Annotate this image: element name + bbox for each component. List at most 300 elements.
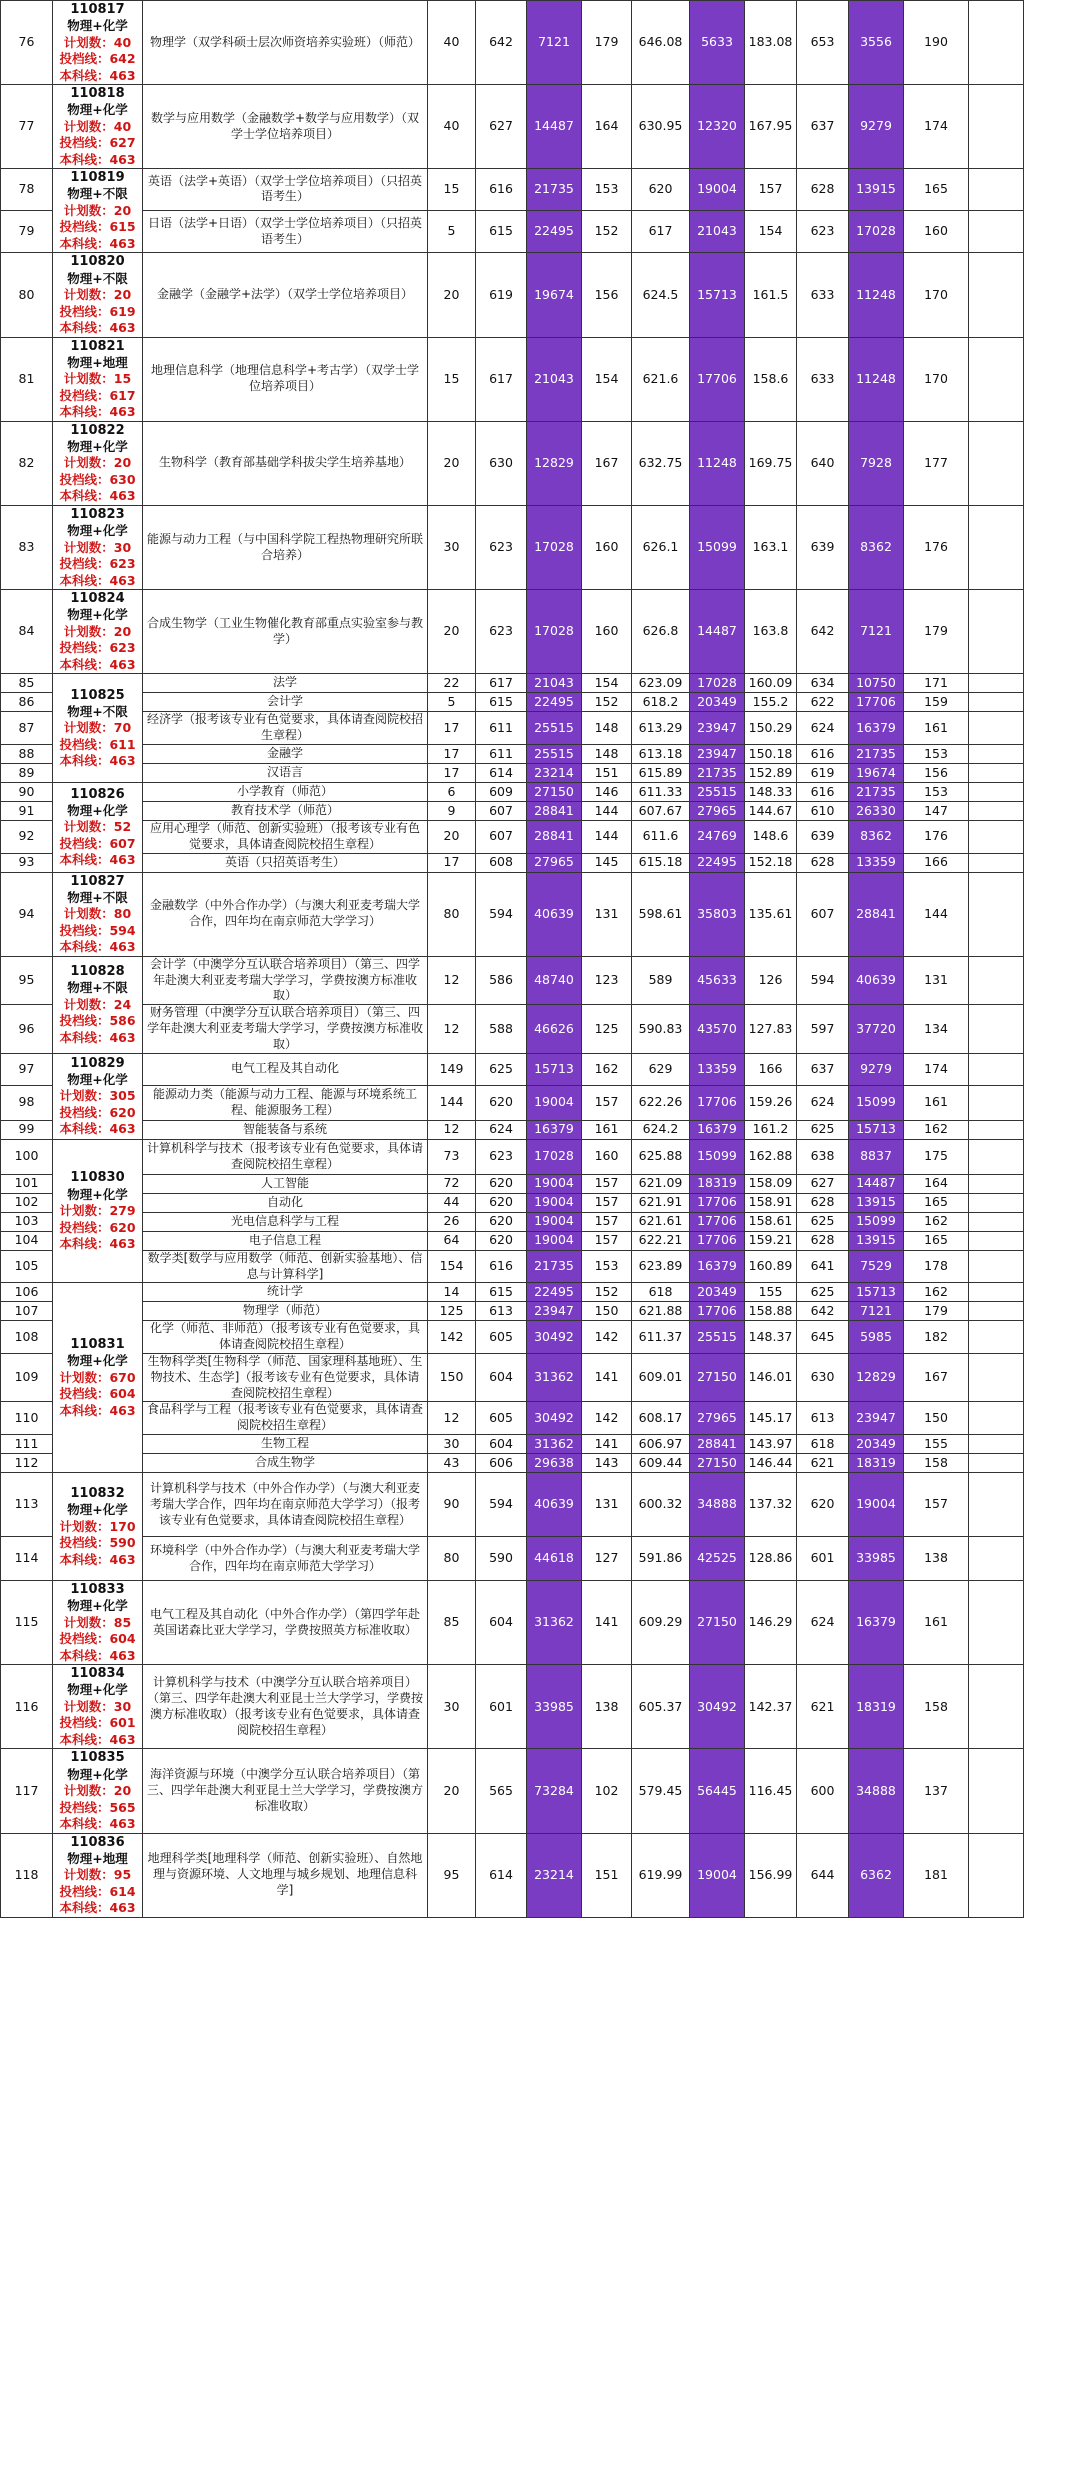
table-row bbox=[1, 1402, 1024, 1435]
cell-score: 605 bbox=[476, 1402, 527, 1435]
cell-c8: 142.37 bbox=[745, 1665, 797, 1749]
cell-c6: 589 bbox=[632, 956, 690, 1004]
cell-plan: 17 bbox=[428, 763, 476, 782]
cell-plan: 6 bbox=[428, 782, 476, 801]
cell-c7: 19004 bbox=[690, 1833, 745, 1917]
benke-label: 本科线： bbox=[59, 320, 110, 336]
toudang-label: 投档线： bbox=[59, 387, 110, 403]
cell-no: 113 bbox=[1, 1473, 53, 1537]
cell-plan: 30 bbox=[428, 1435, 476, 1454]
empty-cell bbox=[969, 421, 1024, 505]
cell-c6: 590.83 bbox=[632, 1005, 690, 1053]
plan-count-line bbox=[59, 1370, 135, 1385]
benke-line bbox=[59, 852, 135, 867]
benke-value: 463 bbox=[109, 1900, 136, 1916]
empty-cell bbox=[969, 801, 1024, 820]
cell-no: 109 bbox=[1, 1354, 53, 1402]
cell-c10: 15099 bbox=[849, 1212, 904, 1231]
cell-c5: 141 bbox=[582, 1354, 632, 1402]
cell-c6: 624.5 bbox=[632, 253, 690, 337]
cell-c5: 142 bbox=[582, 1321, 632, 1354]
cell-rank: 19004 bbox=[527, 1212, 582, 1231]
cell-c6: 621.61 bbox=[632, 1212, 690, 1231]
cell-c6: 600.32 bbox=[632, 1473, 690, 1537]
group-code: 110821 bbox=[70, 338, 125, 354]
cell-c10: 15713 bbox=[849, 1120, 904, 1139]
cell-c8: 160.09 bbox=[745, 674, 797, 693]
cell-c11: 159 bbox=[904, 693, 969, 712]
subject-requirement: 物理+化学 bbox=[67, 18, 128, 34]
group-info-cell bbox=[53, 590, 143, 674]
plan-count-line bbox=[64, 997, 131, 1012]
cell-c11: 174 bbox=[904, 1053, 969, 1085]
group-info-cell bbox=[53, 421, 143, 505]
cell-major: 自动化 bbox=[143, 1193, 428, 1212]
subject-requirement: 物理+化学 bbox=[67, 1353, 128, 1369]
cell-rank: 19004 bbox=[527, 1193, 582, 1212]
cell-rank: 44618 bbox=[527, 1537, 582, 1581]
cell-c10: 26330 bbox=[849, 801, 904, 820]
cell-score: 617 bbox=[476, 674, 527, 693]
cell-c10: 17028 bbox=[849, 210, 904, 253]
plan-count-value: 20 bbox=[113, 287, 132, 303]
cell-no: 110 bbox=[1, 1402, 53, 1435]
cell-major: 海洋资源与环境（中澳学分互认联合培养项目）（第三、四学年赴澳大利亚昆士兰大学学习，学费按澳方标准收取） bbox=[143, 1749, 428, 1833]
table-row bbox=[1, 1581, 1024, 1665]
group-code: 110833 bbox=[70, 1582, 125, 1598]
benke-line bbox=[59, 939, 135, 954]
cell-plan: 12 bbox=[428, 1120, 476, 1139]
subject-requirement: 物理+化学 bbox=[67, 1186, 128, 1202]
cell-c5: 160 bbox=[582, 590, 632, 674]
cell-rank: 19004 bbox=[527, 1085, 582, 1120]
toudang-value: 620 bbox=[109, 1104, 136, 1120]
benke-label: 本科线： bbox=[59, 656, 110, 672]
cell-score: 620 bbox=[476, 1231, 527, 1250]
cell-c7: 17706 bbox=[690, 1085, 745, 1120]
cell-c11: 144 bbox=[904, 872, 969, 956]
benke-value: 463 bbox=[109, 656, 136, 672]
cell-c9: 600 bbox=[797, 1749, 849, 1833]
table-row bbox=[1, 1537, 1024, 1581]
cell-plan: 14 bbox=[428, 1283, 476, 1302]
cell-rank: 27150 bbox=[527, 782, 582, 801]
cell-c8: 158.61 bbox=[745, 1212, 797, 1231]
cell-c7: 20349 bbox=[690, 1283, 745, 1302]
table-row bbox=[1, 853, 1024, 872]
group-code: 110817 bbox=[70, 2, 125, 17]
cell-plan: 20 bbox=[428, 253, 476, 337]
cell-major: 数学类[数学与应用数学（师范、创新实验基地）、信息与计算科学] bbox=[143, 1250, 428, 1283]
benke-line bbox=[59, 320, 135, 335]
cell-major: 英语（法学+英语）（双学士学位培养项目）（只招英语考生） bbox=[143, 169, 428, 210]
benke-label: 本科线： bbox=[59, 1816, 110, 1832]
cell-c5: 151 bbox=[582, 763, 632, 782]
cell-c7: 30492 bbox=[690, 1665, 745, 1749]
cell-c9: 619 bbox=[797, 763, 849, 782]
cell-c8: 152.89 bbox=[745, 763, 797, 782]
cell-c5: 102 bbox=[582, 1749, 632, 1833]
toudang-label: 投档线： bbox=[59, 736, 110, 752]
toudang-value: 565 bbox=[109, 1799, 136, 1815]
cell-no: 87 bbox=[1, 712, 53, 745]
toudang-value: 627 bbox=[109, 135, 136, 151]
cell-c6: 626.1 bbox=[632, 505, 690, 589]
cell-c6: 617 bbox=[632, 210, 690, 253]
cell-plan: 15 bbox=[428, 169, 476, 210]
plan-count-line bbox=[64, 540, 131, 555]
cell-c10: 33985 bbox=[849, 1537, 904, 1581]
cell-c11: 156 bbox=[904, 763, 969, 782]
cell-score: 604 bbox=[476, 1581, 527, 1665]
benke-label: 本科线： bbox=[59, 1029, 110, 1045]
cell-rank: 17028 bbox=[527, 590, 582, 674]
cell-c9: 616 bbox=[797, 782, 849, 801]
cell-c6: 621.6 bbox=[632, 337, 690, 421]
cell-major: 光电信息科学与工程 bbox=[143, 1212, 428, 1231]
cell-c7: 17706 bbox=[690, 1302, 745, 1321]
benke-label: 本科线： bbox=[59, 1402, 110, 1418]
plan-count-label: 计划数： bbox=[63, 34, 114, 50]
cell-c11: 177 bbox=[904, 421, 969, 505]
cell-no: 108 bbox=[1, 1321, 53, 1354]
cell-c7: 56445 bbox=[690, 1749, 745, 1833]
toudang-line bbox=[59, 1386, 135, 1401]
benke-line bbox=[59, 152, 135, 167]
cell-c11: 190 bbox=[904, 1, 969, 85]
cell-c11: 157 bbox=[904, 1473, 969, 1537]
plan-count-line bbox=[59, 1088, 135, 1103]
benke-line bbox=[59, 1403, 135, 1418]
benke-label: 本科线： bbox=[59, 939, 110, 955]
plan-count-label: 计划数： bbox=[63, 287, 114, 303]
cell-major: 能源动力类（能源与动力工程、能源与环境系统工程、能源服务工程） bbox=[143, 1085, 428, 1120]
toudang-label: 投档线： bbox=[59, 835, 110, 851]
cell-major: 电气工程及其自动化（中外合作办学）（第四学年赴英国诺森比亚大学学习，学费按照英方标准收取） bbox=[143, 1581, 428, 1665]
plan-count-line bbox=[59, 1203, 135, 1218]
cell-c8: 161.5 bbox=[745, 253, 797, 337]
cell-c9: 601 bbox=[797, 1537, 849, 1581]
toudang-label: 投档线： bbox=[59, 1104, 110, 1120]
cell-c6: 622.21 bbox=[632, 1231, 690, 1250]
cell-c11: 161 bbox=[904, 1085, 969, 1120]
cell-c10: 8362 bbox=[849, 820, 904, 853]
cell-c11: 158 bbox=[904, 1665, 969, 1749]
plan-count-line bbox=[64, 1867, 131, 1882]
cell-c5: 156 bbox=[582, 253, 632, 337]
cell-plan: 5 bbox=[428, 693, 476, 712]
table-row bbox=[1, 253, 1024, 337]
cell-c11: 150 bbox=[904, 1402, 969, 1435]
cell-c8: 146.01 bbox=[745, 1354, 797, 1402]
cell-score: 607 bbox=[476, 801, 527, 820]
cell-c9: 624 bbox=[797, 1085, 849, 1120]
cell-c8: 158.6 bbox=[745, 337, 797, 421]
cell-c11: 166 bbox=[904, 853, 969, 872]
toudang-label: 投档线： bbox=[59, 471, 110, 487]
plan-count-line bbox=[64, 35, 131, 50]
group-code: 110820 bbox=[70, 254, 125, 270]
cell-rank: 21043 bbox=[527, 674, 582, 693]
cell-plan: 12 bbox=[428, 1005, 476, 1053]
cell-c8: 148.37 bbox=[745, 1321, 797, 1354]
cell-c9: 613 bbox=[797, 1402, 849, 1435]
cell-c10: 7121 bbox=[849, 590, 904, 674]
toudang-line bbox=[59, 472, 135, 487]
cell-no: 116 bbox=[1, 1665, 53, 1749]
cell-c9: 638 bbox=[797, 1139, 849, 1174]
toudang-line bbox=[59, 1105, 135, 1120]
cell-plan: 85 bbox=[428, 1581, 476, 1665]
cell-c8: 156.99 bbox=[745, 1833, 797, 1917]
cell-c6: 591.86 bbox=[632, 1537, 690, 1581]
cell-plan: 20 bbox=[428, 421, 476, 505]
cell-plan: 20 bbox=[428, 820, 476, 853]
toudang-line bbox=[59, 1535, 135, 1550]
group-info-cell bbox=[53, 169, 143, 253]
cell-rank: 48740 bbox=[527, 956, 582, 1004]
group-info-cell bbox=[53, 956, 143, 1053]
cell-score: 565 bbox=[476, 1749, 527, 1833]
cell-c5: 157 bbox=[582, 1193, 632, 1212]
cell-c9: 641 bbox=[797, 1250, 849, 1283]
cell-c5: 146 bbox=[582, 782, 632, 801]
empty-cell bbox=[969, 1302, 1024, 1321]
empty-cell bbox=[969, 1454, 1024, 1473]
empty-cell bbox=[969, 1665, 1024, 1749]
benke-label: 本科线： bbox=[59, 235, 110, 251]
plan-count-value: 170 bbox=[109, 1518, 136, 1534]
cell-c5: 152 bbox=[582, 210, 632, 253]
cell-score: 625 bbox=[476, 1053, 527, 1085]
table-row bbox=[1, 421, 1024, 505]
cell-c7: 25515 bbox=[690, 782, 745, 801]
cell-c5: 127 bbox=[582, 1537, 632, 1581]
cell-rank: 16379 bbox=[527, 1120, 582, 1139]
cell-c8: 148.6 bbox=[745, 820, 797, 853]
plan-count-label: 计划数： bbox=[63, 118, 114, 134]
cell-c10: 15099 bbox=[849, 1085, 904, 1120]
table-row bbox=[1, 1435, 1024, 1454]
table-row bbox=[1, 1174, 1024, 1193]
cell-score: 608 bbox=[476, 853, 527, 872]
subject-requirement: 物理+化学 bbox=[67, 438, 128, 454]
cell-c5: 152 bbox=[582, 693, 632, 712]
toudang-line bbox=[59, 304, 135, 319]
cell-no: 111 bbox=[1, 1435, 53, 1454]
benke-line bbox=[59, 1030, 135, 1045]
cell-plan: 72 bbox=[428, 1174, 476, 1193]
cell-c11: 167 bbox=[904, 1354, 969, 1402]
benke-value: 463 bbox=[109, 404, 136, 420]
cell-c10: 7121 bbox=[849, 1302, 904, 1321]
cell-c9: 639 bbox=[797, 505, 849, 589]
cell-no: 89 bbox=[1, 763, 53, 782]
cell-c6: 646.08 bbox=[632, 1, 690, 85]
plan-count-line bbox=[64, 203, 131, 218]
cell-c6: 609.01 bbox=[632, 1354, 690, 1402]
group-code: 110819 bbox=[70, 170, 125, 186]
cell-plan: 142 bbox=[428, 1321, 476, 1354]
cell-c7: 15099 bbox=[690, 1139, 745, 1174]
plan-count-label: 计划数： bbox=[59, 1369, 110, 1385]
cell-major: 财务管理（中澳学分互认联合培养项目）（第三、四学年赴澳大利亚麦考瑞大学学习，学费按澳方标准收取） bbox=[143, 1005, 428, 1053]
benke-value: 463 bbox=[109, 67, 136, 83]
subject-requirement: 物理+不限 bbox=[67, 186, 128, 202]
cell-score: 594 bbox=[476, 872, 527, 956]
plan-count-label: 计划数： bbox=[63, 1614, 114, 1630]
toudang-value: 642 bbox=[109, 51, 136, 67]
cell-score: 586 bbox=[476, 956, 527, 1004]
cell-c9: 624 bbox=[797, 712, 849, 745]
empty-cell bbox=[969, 956, 1024, 1004]
benke-value: 463 bbox=[109, 1236, 136, 1252]
cell-c9: 616 bbox=[797, 744, 849, 763]
cell-c7: 17706 bbox=[690, 1193, 745, 1212]
cell-c8: 145.17 bbox=[745, 1402, 797, 1435]
group-code: 110823 bbox=[70, 506, 125, 522]
benke-label: 本科线： bbox=[59, 151, 110, 167]
cell-no: 115 bbox=[1, 1581, 53, 1665]
plan-count-line bbox=[59, 1519, 135, 1534]
cell-major: 电子信息工程 bbox=[143, 1231, 428, 1250]
group-code: 110835 bbox=[70, 1750, 125, 1766]
plan-count-label: 计划数： bbox=[63, 539, 114, 555]
cell-c9: 637 bbox=[797, 1053, 849, 1085]
cell-c6: 621.88 bbox=[632, 1302, 690, 1321]
cell-rank: 30492 bbox=[527, 1402, 582, 1435]
cell-c8: 167.95 bbox=[745, 85, 797, 169]
cell-c10: 14487 bbox=[849, 1174, 904, 1193]
cell-c6: 598.61 bbox=[632, 872, 690, 956]
group-info-cell bbox=[53, 337, 143, 421]
table-row bbox=[1, 1354, 1024, 1402]
toudang-label: 投档线： bbox=[59, 135, 110, 151]
cell-score: 620 bbox=[476, 1085, 527, 1120]
cell-rank: 23214 bbox=[527, 1833, 582, 1917]
cell-rank: 31362 bbox=[527, 1354, 582, 1402]
cell-c8: 158.91 bbox=[745, 1193, 797, 1212]
benke-line bbox=[59, 236, 135, 251]
cell-no: 84 bbox=[1, 590, 53, 674]
cell-c8: 162.88 bbox=[745, 1139, 797, 1174]
cell-c10: 28841 bbox=[849, 872, 904, 956]
toudang-value: 619 bbox=[109, 303, 136, 319]
cell-plan: 144 bbox=[428, 1085, 476, 1120]
cell-rank: 23214 bbox=[527, 763, 582, 782]
cell-c10: 21735 bbox=[849, 782, 904, 801]
cell-c11: 160 bbox=[904, 210, 969, 253]
toudang-line bbox=[59, 1715, 135, 1730]
cell-c9: 628 bbox=[797, 169, 849, 210]
cell-c6: 609.44 bbox=[632, 1454, 690, 1473]
plan-count-value: 80 bbox=[113, 906, 132, 922]
cell-score: 607 bbox=[476, 820, 527, 853]
cell-score: 627 bbox=[476, 85, 527, 169]
cell-c11: 162 bbox=[904, 1283, 969, 1302]
group-code: 110829 bbox=[70, 1055, 125, 1071]
cell-c7: 21735 bbox=[690, 763, 745, 782]
cell-c11: 165 bbox=[904, 1231, 969, 1250]
cell-c5: 150 bbox=[582, 1302, 632, 1321]
cell-c5: 152 bbox=[582, 1283, 632, 1302]
cell-no: 98 bbox=[1, 1085, 53, 1120]
cell-no: 95 bbox=[1, 956, 53, 1004]
cell-plan: 150 bbox=[428, 1354, 476, 1402]
cell-c10: 13915 bbox=[849, 169, 904, 210]
cell-c10: 5985 bbox=[849, 1321, 904, 1354]
cell-plan: 125 bbox=[428, 1302, 476, 1321]
cell-c5: 144 bbox=[582, 801, 632, 820]
cell-c7: 22495 bbox=[690, 853, 745, 872]
group-code: 110830 bbox=[70, 1170, 125, 1186]
group-info-cell bbox=[53, 782, 143, 872]
cell-c7: 14487 bbox=[690, 590, 745, 674]
cell-c10: 17706 bbox=[849, 693, 904, 712]
table-row bbox=[1, 872, 1024, 956]
cell-c6: 607.67 bbox=[632, 801, 690, 820]
empty-cell bbox=[969, 253, 1024, 337]
cell-plan: 149 bbox=[428, 1053, 476, 1085]
plan-count-value: 20 bbox=[113, 623, 132, 639]
cell-plan: 80 bbox=[428, 872, 476, 956]
cell-no: 106 bbox=[1, 1283, 53, 1302]
empty-cell bbox=[969, 1283, 1024, 1302]
cell-c8: 155.2 bbox=[745, 693, 797, 712]
cell-c5: 143 bbox=[582, 1454, 632, 1473]
empty-cell bbox=[969, 1250, 1024, 1283]
cell-score: 604 bbox=[476, 1435, 527, 1454]
cell-plan: 154 bbox=[428, 1250, 476, 1283]
cell-c11: 153 bbox=[904, 744, 969, 763]
cell-c8: 152.18 bbox=[745, 853, 797, 872]
toudang-label: 投档线： bbox=[59, 1219, 110, 1235]
cell-major: 食品科学与工程（报考该专业有色觉要求，具体请查阅院校招生章程） bbox=[143, 1402, 428, 1435]
subject-requirement: 物理+不限 bbox=[67, 270, 128, 286]
plan-count-label: 计划数： bbox=[59, 1518, 110, 1534]
cell-no: 93 bbox=[1, 853, 53, 872]
toudang-line bbox=[59, 1220, 135, 1235]
cell-c6: 621.91 bbox=[632, 1193, 690, 1212]
cell-rank: 46626 bbox=[527, 1005, 582, 1053]
toudang-label: 投档线： bbox=[59, 1883, 110, 1899]
cell-c9: 625 bbox=[797, 1120, 849, 1139]
cell-major: 教育技术学（师范） bbox=[143, 801, 428, 820]
toudang-label: 投档线： bbox=[59, 219, 110, 235]
toudang-line bbox=[59, 135, 135, 150]
cell-c7: 42525 bbox=[690, 1537, 745, 1581]
cell-c9: 634 bbox=[797, 674, 849, 693]
cell-no: 79 bbox=[1, 210, 53, 253]
cell-c10: 7529 bbox=[849, 1250, 904, 1283]
plan-count-value: 305 bbox=[109, 1088, 136, 1104]
cell-no: 78 bbox=[1, 169, 53, 210]
cell-no: 100 bbox=[1, 1139, 53, 1174]
group-info-cell bbox=[53, 253, 143, 337]
cell-c5: 145 bbox=[582, 853, 632, 872]
cell-c5: 123 bbox=[582, 956, 632, 1004]
empty-cell bbox=[969, 853, 1024, 872]
plan-count-line bbox=[64, 455, 131, 470]
toudang-line bbox=[59, 1800, 135, 1815]
cell-score: 611 bbox=[476, 744, 527, 763]
empty-cell bbox=[969, 744, 1024, 763]
benke-line bbox=[59, 1236, 135, 1251]
benke-value: 463 bbox=[109, 1816, 136, 1832]
subject-requirement: 物理+地理 bbox=[67, 1850, 128, 1866]
cell-major: 金融学（金融学+法学）（双学士学位培养项目） bbox=[143, 253, 428, 337]
toudang-value: 623 bbox=[109, 556, 136, 572]
